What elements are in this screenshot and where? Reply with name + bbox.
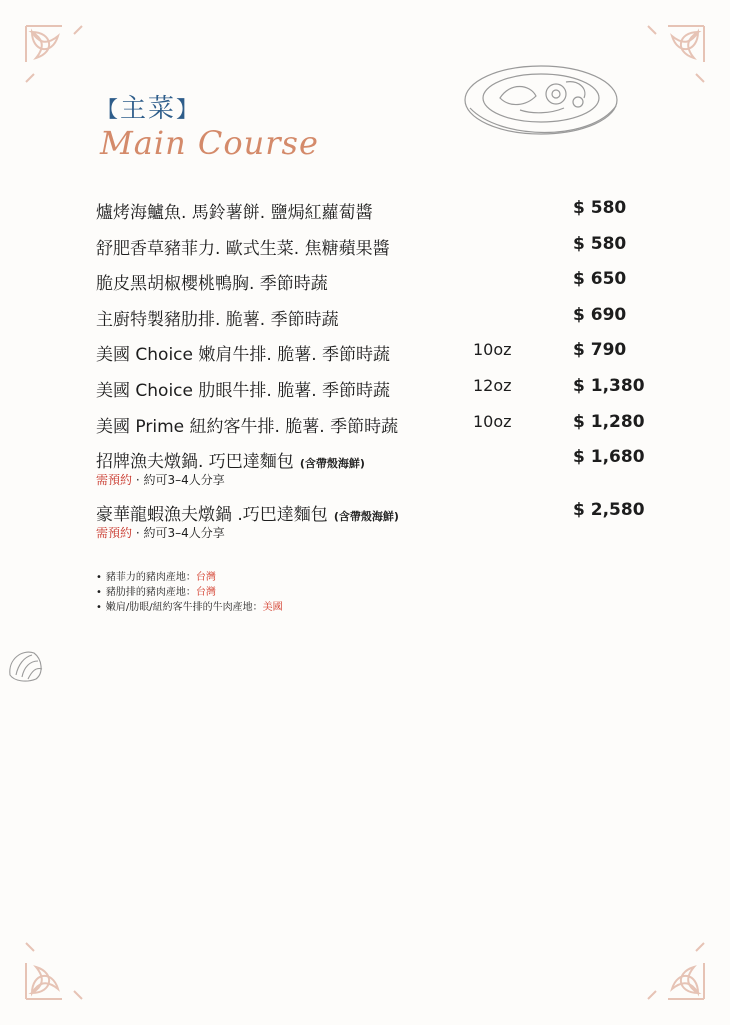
- bracket-right: 】: [176, 98, 201, 123]
- reservation-required: 需預約: [96, 526, 133, 541]
- item-name: 脆皮黑胡椒櫻桃鴨胸. 季節時蔬: [96, 274, 328, 295]
- item-note: [96, 471, 225, 488]
- reservation-required: 需預約: [96, 473, 133, 488]
- item-price: $ 790: [573, 340, 627, 361]
- item-name: 主廚特製豬肋排. 脆薯. 季節時蔬: [96, 309, 339, 330]
- item-name: 爐烤海鱸魚. 馬鈴薯餅. 鹽焗紅蘿蔔醬: [96, 203, 373, 223]
- item-price: $ 690: [573, 304, 627, 325]
- footnote-text: 豬肋排的豬肉產地：: [105, 587, 196, 598]
- item-subnote: (含帶殼海鮮): [333, 510, 399, 524]
- bullet: •: [96, 602, 102, 613]
- menu-item: [96, 410, 656, 446]
- bullet: •: [96, 572, 102, 583]
- item-name: [96, 447, 365, 472]
- item-name: 美國 Choice 肋眼牛排. 脆薯. 季節時蔬: [96, 380, 390, 401]
- origin: 台灣: [195, 587, 216, 598]
- footnote: [96, 585, 283, 600]
- item-weight: 10oz: [473, 340, 512, 360]
- item-weight: 10oz: [473, 411, 512, 431]
- bullet: •: [96, 587, 102, 598]
- item-price: $ 580: [573, 198, 627, 218]
- footnote: [96, 600, 283, 615]
- item-price: $ 580: [573, 233, 627, 254]
- item-name: 舒肥香草豬菲力. 歐式生菜. 焦糖蘋果醬: [96, 238, 390, 259]
- item-subnote: (含帶殼海鮮): [299, 457, 365, 471]
- item-note: [96, 524, 225, 541]
- footnote-text: 豬菲力的豬肉產地：: [105, 572, 196, 583]
- plate-sketch-icon: [460, 58, 622, 148]
- menu-item: [96, 445, 656, 492]
- menu-item: [96, 498, 656, 545]
- item-name-text: 招牌漁夫燉鍋. 巧巴達麵包: [96, 452, 294, 473]
- menu-item: [96, 196, 656, 232]
- corner-ornament-icon: [22, 22, 92, 92]
- item-price: $ 2,580: [573, 500, 645, 521]
- item-price: $ 650: [573, 269, 627, 290]
- origin: 台灣: [195, 572, 216, 583]
- corner-ornament-icon: [22, 933, 92, 1003]
- title-zh-text: 主菜: [120, 94, 177, 124]
- share-note: · 約可3–4人分享: [132, 526, 225, 541]
- menu-item: [96, 374, 656, 410]
- menu-item: [96, 338, 656, 374]
- share-note: · 約可3–4人分享: [132, 473, 225, 488]
- section-title-zh: [96, 88, 200, 125]
- item-name: 美國 Prime 紐約客牛排. 脆薯. 季節時蔬: [96, 416, 399, 437]
- item-price: $ 1,680: [573, 447, 645, 468]
- origin: 美國: [262, 602, 283, 613]
- menu-list: [96, 196, 656, 545]
- footnote: [96, 570, 283, 585]
- section-title-en: Main Course: [100, 124, 319, 162]
- item-price: $ 1,280: [573, 411, 645, 432]
- footnote-text: 嫩肩/肋眼/紐約客牛排的牛肉產地：: [105, 602, 263, 613]
- item-price: $ 1,380: [573, 375, 645, 396]
- menu-item: [96, 267, 656, 303]
- item-name-text: 豪華龍蝦漁夫燉鍋 .巧巴達麵包: [96, 505, 328, 526]
- item-name: 美國 Choice 嫩肩牛排. 脆薯. 季節時蔬: [96, 345, 390, 366]
- menu-item: [96, 232, 656, 268]
- bracket-left: 【: [96, 98, 121, 123]
- item-weight: 12oz: [473, 375, 512, 395]
- footnotes: [96, 570, 283, 615]
- corner-ornament-icon: [638, 933, 708, 1003]
- corner-ornament-icon: [638, 22, 708, 92]
- shell-icon: [6, 645, 46, 685]
- menu-item: [96, 303, 656, 339]
- item-name: [96, 500, 399, 525]
